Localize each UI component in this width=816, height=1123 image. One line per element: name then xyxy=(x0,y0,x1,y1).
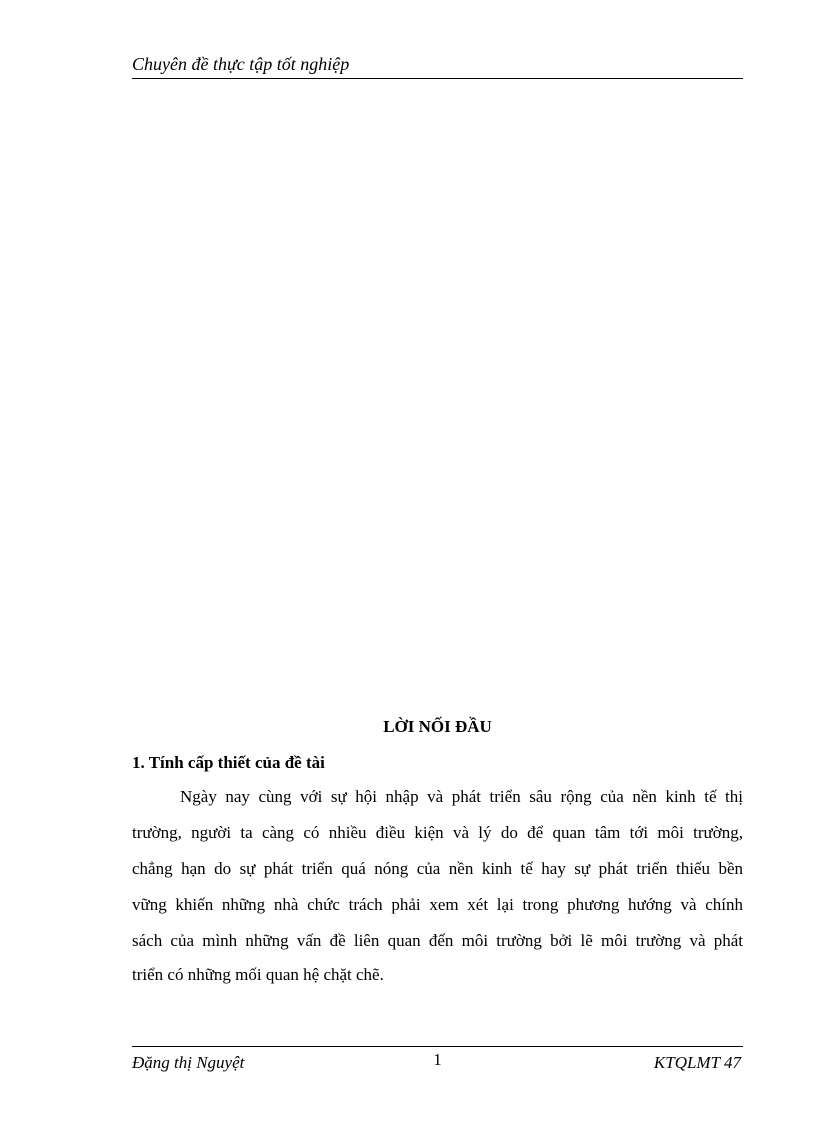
paragraph-line: sách của mình những vấn đề liên quan đến môi trường bởi lẽ môi trường và phát xyxy=(132,931,743,950)
paragraph-line: Ngày nay cùng với sự hội nhập và phát triển sâu rộng của nền kinh tế thị xyxy=(180,787,743,806)
page-number: 1 xyxy=(433,1050,442,1069)
document-title: LỜI NỐI ĐẦU xyxy=(383,717,492,736)
paragraph-line: trường, người ta càng có nhiều điều kiện và lý do để quan tâm tới môi trường, xyxy=(132,823,743,842)
header-title: Chuyên đề thực tập tốt nghiệp xyxy=(132,54,350,74)
page-header xyxy=(132,52,743,79)
section-heading: 1. Tính cấp thiết của đề tài xyxy=(132,753,325,772)
paragraph-line: chẳng hạn do sự phát triển quá nóng của nền kinh tế hay sự phát triển thiếu bền xyxy=(132,859,743,878)
paragraph-line: vững khiến những nhà chức trách phải xem xét lại trong phương hướng và chính xyxy=(132,895,743,914)
footer-class-code: KTQLMT 47 xyxy=(653,1053,741,1072)
page-footer xyxy=(132,1046,743,1077)
paragraph-line: triển có những mối quan hệ chặt chẽ. xyxy=(132,965,384,984)
footer-author: Đặng thị Nguyệt xyxy=(132,1053,245,1072)
